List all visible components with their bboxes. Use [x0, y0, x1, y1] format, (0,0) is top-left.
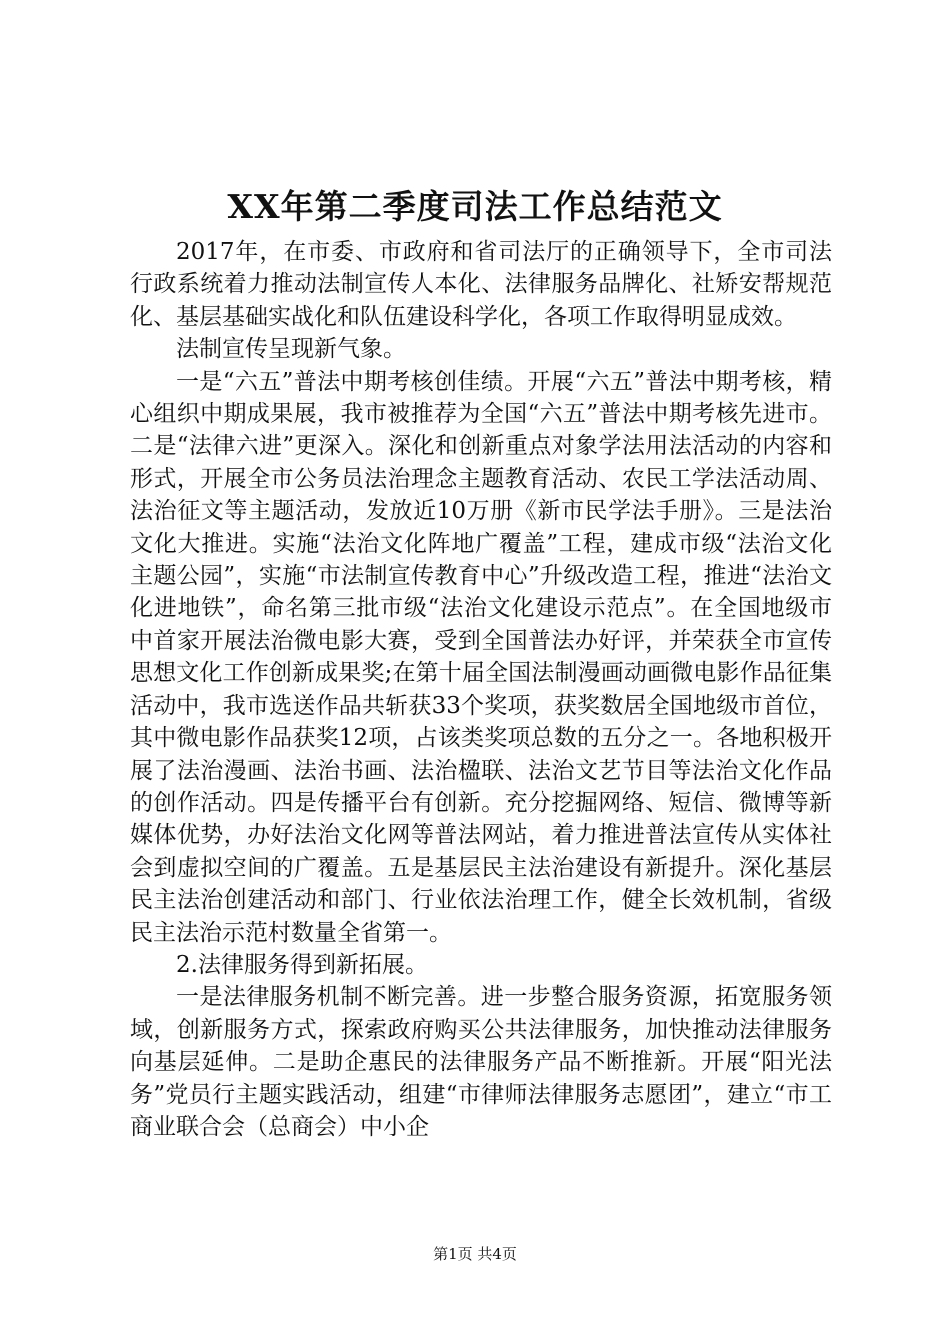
paragraph-heading-legal-publicity: 法制宣传呈现新气象。 [176, 336, 406, 363]
paragraph-intro: 2017年，在市委、市政府和省司法厅的正确领导下，全市司法行政系统着力推动法制宣传人本化、法律服务品牌化、社矫安帮规范化、基层基础实战化和队伍建设科学化，各项工作取得明显成效。 [130, 239, 832, 330]
page-footer: 第1页 共4页 [433, 1245, 517, 1263]
paragraph-heading-legal-services: 2.法律服务得到新拓展。 [176, 951, 428, 978]
paragraph-legal-services-details: 一是法律服务机制不断完善。进一步整合服务资源，拓宽服务领域，创新服务方式，探索政府购买公共法律服务，加快推动法律服务向基层延伸。二是助企惠民的法律服务产品不断推新。开展“阳光法务”党员行主题实践活动，组建“市律师法律服务志愿团”，建立“市工商业联合会（总商会）中小企 [130, 984, 832, 1140]
document-title: XX年第二季度司法工作总结范文 [227, 187, 723, 226]
paragraph-legal-publicity-details: 一是“六五”普法中期考核创佳绩。开展“六五”普法中期考核，精心组织中期成果展，我市被推荐为全国“六五”普法中期考核先进市。二是“法律六进”更深入。深化和创新重点对象学法用法活动的内容和形式，开展全市公务员法治理念主题教育活动、农民工学法活动周、法治征文等主题活动，发放近10万册《新市民学法手册》。三是法治文化大推进。实施“法治文化阵地广覆盖”工程，建成市级“法治文化主题公园”，实施“市法制宣传教育中心”升级改造工程，推进“法治文化进地铁”，命名第三批市级“法治文化建设示范点”。在全国地级市中首家开展法治微电影大赛，受到全国普法办好评，并荣获全市宣传思想文化工作创新成果奖;在第十届全国法制漫画动画微电影作品征集活动中，我市选送作品共斩获33个奖项，获奖数居全国地级市首位，其中微电影作品获奖12项，占该类奖项总数的五分之一。各地积极开展了法治漫画、法治书画、法治楹联、法治文艺节目等法治文化作品的创作活动。四是传播平台有创新。充分挖掘网络、短信、微博等新媒体优势，办好法治文化网等普法网站，着力推进普法宣传从实体社会到虚拟空间的广覆盖。五是基层民主法治建设有新提升。深化基层民主法治创建活动和部门、行业依法治理工作，健全长效机制，省级民主法治示范村数量全省第一。 [130, 368, 832, 946]
document-body [130, 236, 832, 1143]
